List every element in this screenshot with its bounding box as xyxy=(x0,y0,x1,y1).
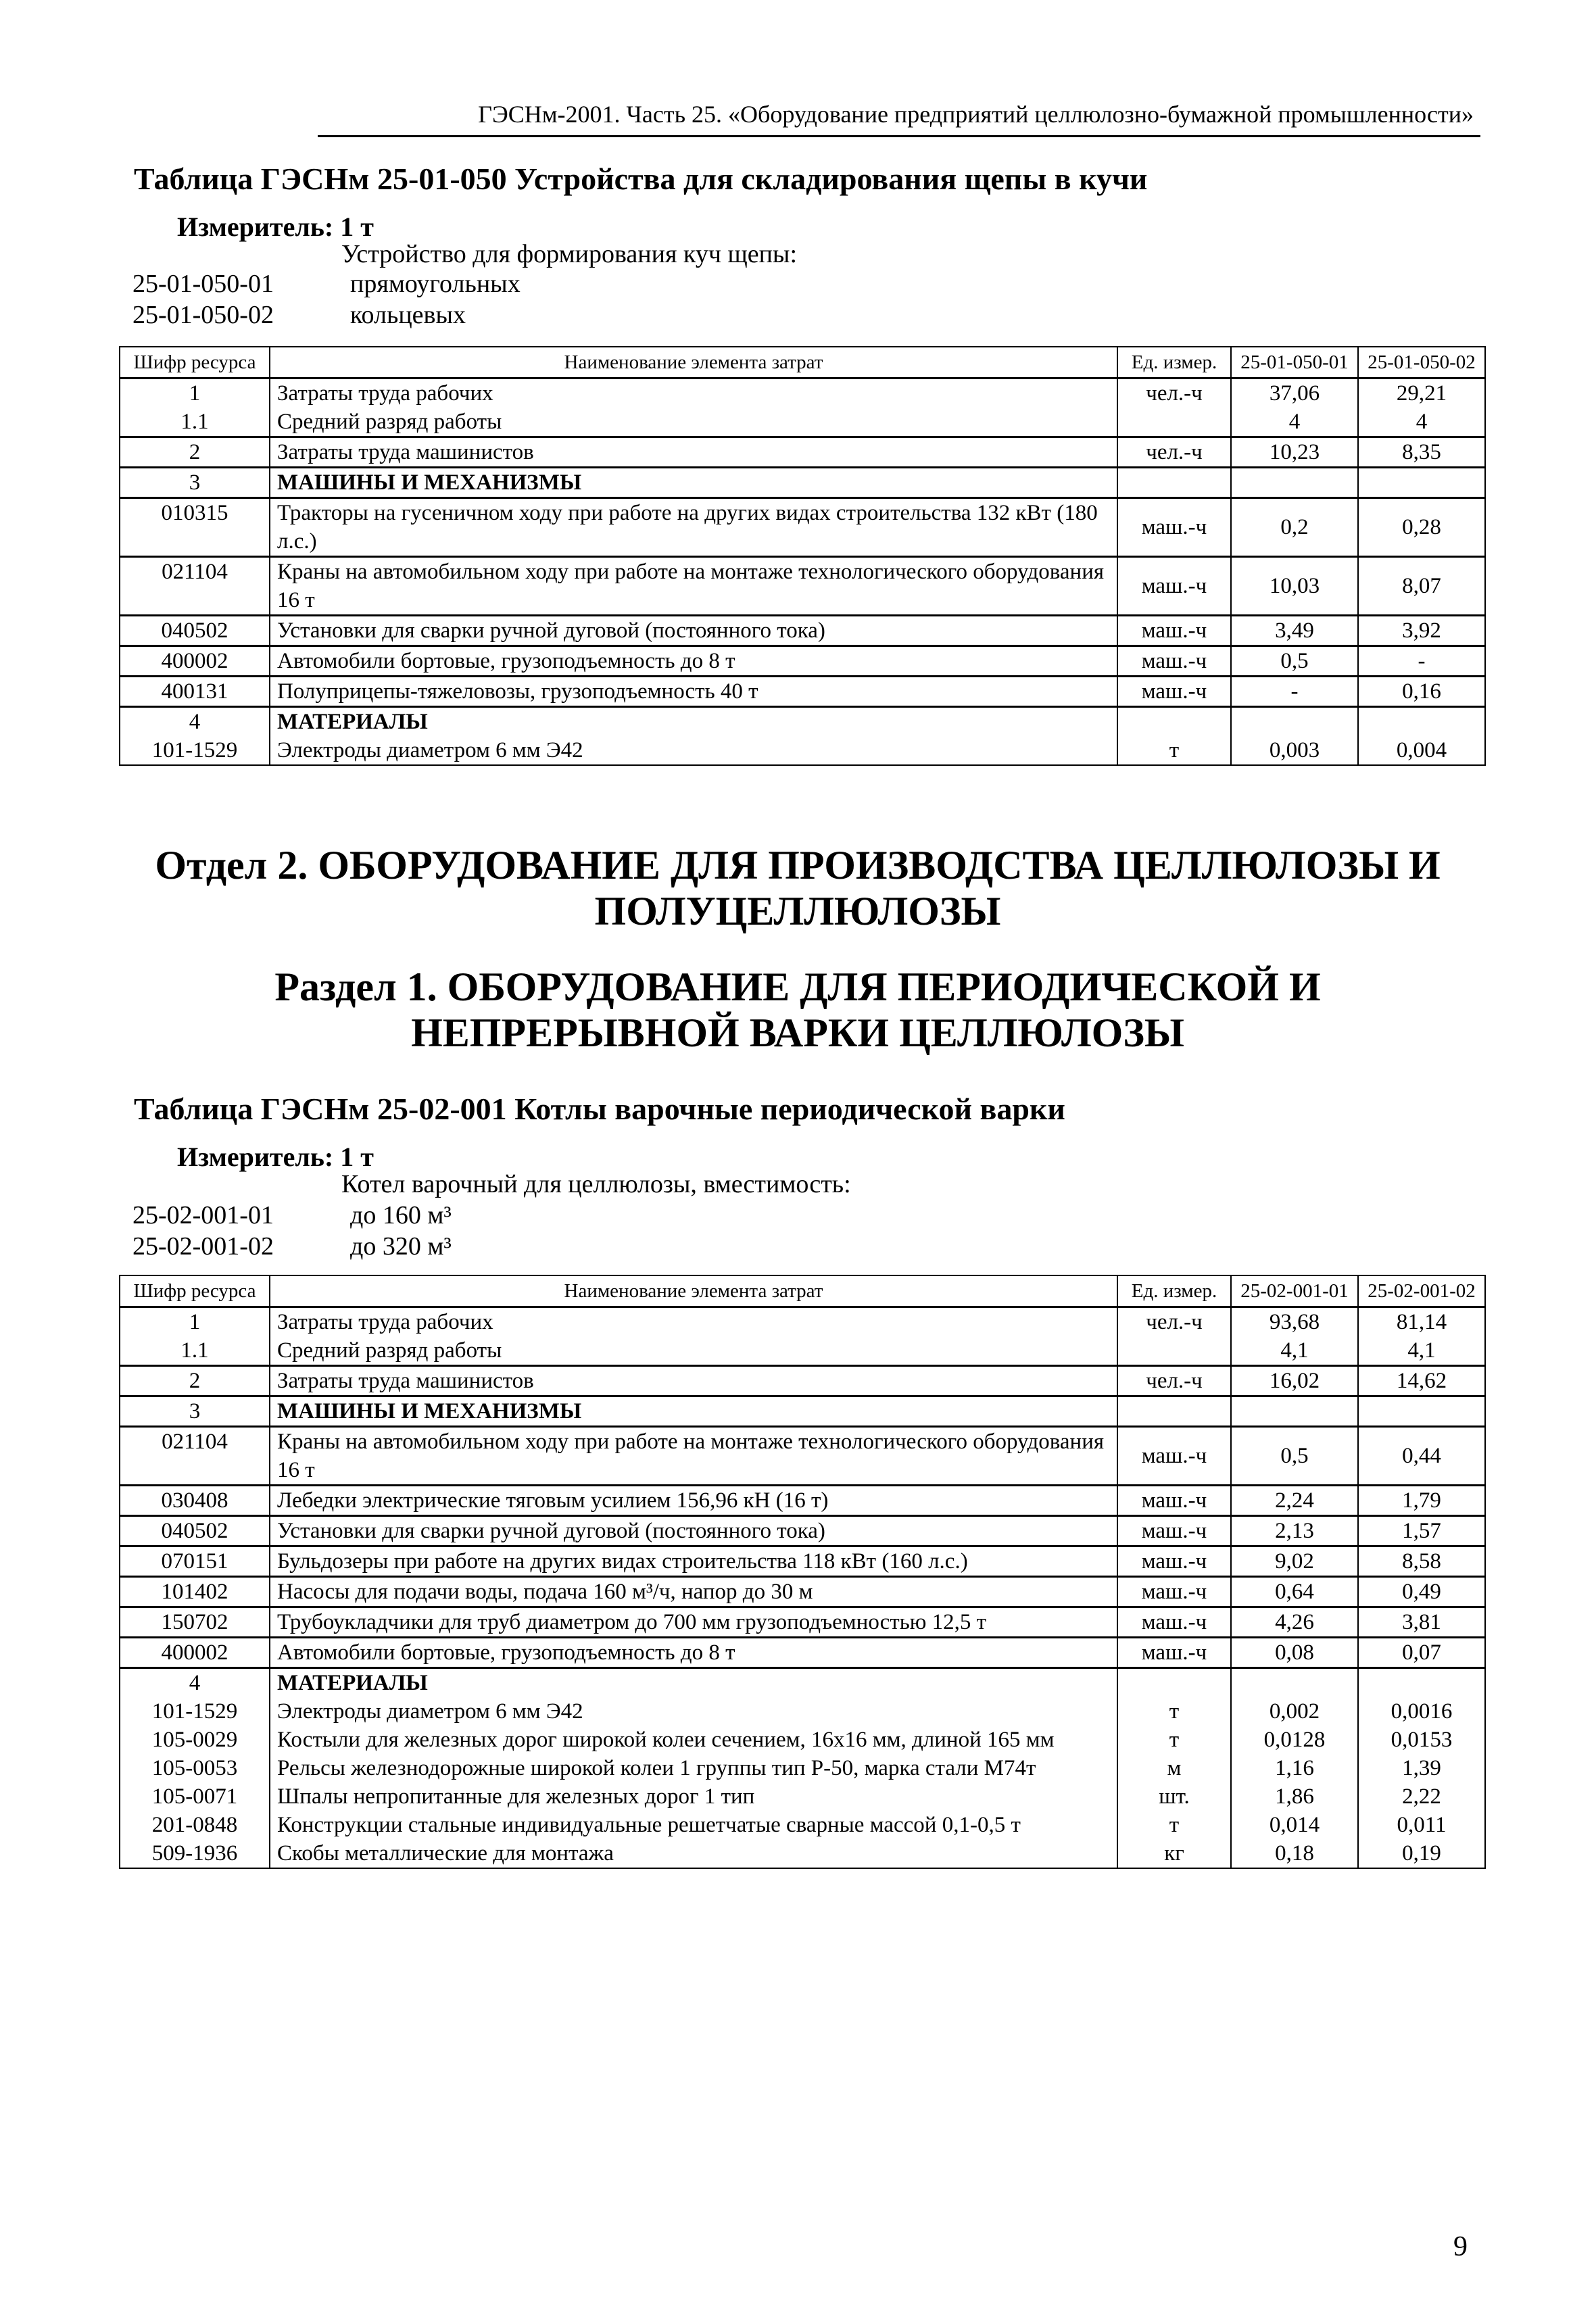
cell-value-2: 1,39 xyxy=(1358,1754,1485,1782)
cell-name: Затраты труда машинистов xyxy=(270,437,1117,468)
table-row xyxy=(120,557,1485,616)
table2-header-row xyxy=(120,1275,1485,1307)
cell-value-1: 37,06 xyxy=(1231,379,1358,408)
table1-code-desc: прямоугольных xyxy=(350,270,521,298)
table2-code: 25-02-001-02 xyxy=(132,1232,274,1261)
table1-header-row xyxy=(120,347,1485,379)
cell-value-1 xyxy=(1231,707,1358,737)
cell-name: Электроды диаметром 6 мм Э42 xyxy=(270,736,1117,765)
cell-value-2: 0,011 xyxy=(1358,1811,1485,1839)
table-row xyxy=(120,1336,1485,1366)
cell-unit: маш.-ч xyxy=(1117,557,1231,616)
cell-unit: маш.-ч xyxy=(1117,498,1231,557)
header-rule xyxy=(318,135,1480,137)
cell-name: Рельсы железнодорожные широкой колеи 1 группы тип Р-50, марка стали М74т xyxy=(270,1754,1117,1782)
cell-value-1: 4,1 xyxy=(1231,1336,1358,1366)
cell-value-1: - xyxy=(1231,677,1358,707)
cell-value-2: 0,49 xyxy=(1358,1577,1485,1607)
cell-value-2: 81,14 xyxy=(1358,1307,1485,1337)
cell-value-2: 0,0153 xyxy=(1358,1726,1485,1754)
cell-unit: маш.-ч xyxy=(1117,1607,1231,1638)
cell-name: Краны на автомобильном ходу при работе на монтаже технологического оборудования 16 т xyxy=(270,1427,1117,1486)
cell-value-2: 0,44 xyxy=(1358,1427,1485,1486)
header-name: Наименование элемента затрат xyxy=(270,1275,1117,1307)
cell-unit xyxy=(1117,1336,1231,1366)
cell-unit: маш.-ч xyxy=(1117,616,1231,646)
cell-value-1: 0,2 xyxy=(1231,498,1358,557)
cell-unit: м xyxy=(1117,1754,1231,1782)
cell-code: 010315 xyxy=(120,498,270,557)
table-row xyxy=(120,646,1485,677)
cell-unit: чел.-ч xyxy=(1117,379,1231,408)
cell-unit: маш.-ч xyxy=(1117,1486,1231,1516)
cell-code: 021104 xyxy=(120,1427,270,1486)
cell-value-1 xyxy=(1231,1396,1358,1427)
cell-unit: маш.-ч xyxy=(1117,677,1231,707)
cell-unit: чел.-ч xyxy=(1117,1366,1231,1396)
cell-unit: маш.-ч xyxy=(1117,1427,1231,1486)
cell-value-1: 0,08 xyxy=(1231,1638,1358,1668)
header-unit: Ед. измер. xyxy=(1117,347,1231,379)
cell-unit: чел.-ч xyxy=(1117,1307,1231,1337)
cell-code: 3 xyxy=(120,1396,270,1427)
header-col1: 25-01-050-01 xyxy=(1231,347,1358,379)
cell-name: Шпалы непропитанные для железных дорог 1 тип xyxy=(270,1782,1117,1811)
cell-value-1 xyxy=(1231,1668,1358,1698)
header-code: Шифр ресурса xyxy=(120,1275,270,1307)
cell-code: 400002 xyxy=(120,646,270,677)
cell-name: МАШИНЫ И МЕХАНИЗМЫ xyxy=(270,468,1117,498)
cell-unit: т xyxy=(1117,1811,1231,1839)
header-code: Шифр ресурса xyxy=(120,347,270,379)
table-row xyxy=(120,1782,1485,1811)
table-row xyxy=(120,1577,1485,1607)
table-row xyxy=(120,1366,1485,1396)
cell-value-1: 0,64 xyxy=(1231,1577,1358,1607)
table1-title: Таблица ГЭСНм 25-01-050 Устройства для складирования щепы в кучи xyxy=(134,162,1148,196)
otdel-heading: Отдел 2. ОБОРУДОВАНИЕ ДЛЯ ПРОИЗВОДСТВА ЦЕЛЛЮЛОЗЫ И ПОЛУЦЕЛЛЮЛОЗЫ xyxy=(155,843,1441,933)
cell-code: 2 xyxy=(120,1366,270,1396)
cell-name: Краны на автомобильном ходу при работе на монтаже технологического оборудования 16 т xyxy=(270,557,1117,616)
cell-unit: кг xyxy=(1117,1839,1231,1868)
table-row xyxy=(120,1697,1485,1726)
cell-name: Затраты труда рабочих xyxy=(270,379,1117,408)
cell-unit xyxy=(1117,408,1231,437)
cell-unit: маш.-ч xyxy=(1117,1516,1231,1546)
cell-value-1: 16,02 xyxy=(1231,1366,1358,1396)
cell-value-1: 0,002 xyxy=(1231,1697,1358,1726)
cell-value-1: 0,5 xyxy=(1231,646,1358,677)
cell-name: МАТЕРИАЛЫ xyxy=(270,1668,1117,1698)
cell-value-1: 9,02 xyxy=(1231,1546,1358,1577)
cell-unit: маш.-ч xyxy=(1117,1577,1231,1607)
table1-intro: Устройство для формирования куч щепы: xyxy=(341,240,798,268)
cell-value-1: 93,68 xyxy=(1231,1307,1358,1337)
cell-name: Средний разряд работы xyxy=(270,1336,1117,1366)
cell-value-2: 8,35 xyxy=(1358,437,1485,468)
header-col1: 25-02-001-01 xyxy=(1231,1275,1358,1307)
cell-name: Тракторы на гусеничном ходу при работе на других видах строительства 132 кВт (180 л.с.) xyxy=(270,498,1117,557)
header-name: Наименование элемента затрат xyxy=(270,347,1117,379)
cell-name: МАТЕРИАЛЫ xyxy=(270,707,1117,737)
cell-value-2: 29,21 xyxy=(1358,379,1485,408)
cell-name: Автомобили бортовые, грузоподъемность до 8 т xyxy=(270,646,1117,677)
cell-code: 509-1936 xyxy=(120,1839,270,1868)
table-row xyxy=(120,408,1485,437)
cell-value-2: 14,62 xyxy=(1358,1366,1485,1396)
cell-value-2: - xyxy=(1358,646,1485,677)
table-row xyxy=(120,1754,1485,1782)
cell-name: Электроды диаметром 6 мм Э42 xyxy=(270,1697,1117,1726)
cell-value-1: 2,13 xyxy=(1231,1516,1358,1546)
cell-code: 105-0029 xyxy=(120,1726,270,1754)
table-row xyxy=(120,1427,1485,1486)
cell-value-2 xyxy=(1358,468,1485,498)
table-row xyxy=(120,1839,1485,1868)
cell-value-1 xyxy=(1231,468,1358,498)
table1-meter: Измеритель: 1 т xyxy=(177,212,374,242)
cell-value-2: 4 xyxy=(1358,408,1485,437)
cell-value-2: 8,58 xyxy=(1358,1546,1485,1577)
cell-value-2: 3,92 xyxy=(1358,616,1485,646)
table-row xyxy=(120,379,1485,408)
cell-value-1: 10,03 xyxy=(1231,557,1358,616)
cell-code: 4 xyxy=(120,707,270,737)
cell-value-2 xyxy=(1358,707,1485,737)
cell-value-1: 3,49 xyxy=(1231,616,1358,646)
cell-name: Установки для сварки ручной дуговой (постоянного тока) xyxy=(270,1516,1117,1546)
cell-name: Полуприцепы-тяжеловозы, грузоподъемность 40 т xyxy=(270,677,1117,707)
cell-unit xyxy=(1117,468,1231,498)
cell-name: Лебедки электрические тяговым усилием 156,96 кН (16 т) xyxy=(270,1486,1117,1516)
cell-code: 2 xyxy=(120,437,270,468)
cell-code: 101402 xyxy=(120,1577,270,1607)
table2-intro: Котел варочный для целлюлозы, вместимость: xyxy=(341,1170,851,1198)
cell-value-2: 0,004 xyxy=(1358,736,1485,765)
cell-code: 150702 xyxy=(120,1607,270,1638)
cell-value-1: 0,5 xyxy=(1231,1427,1358,1486)
cell-name: Автомобили бортовые, грузоподъемность до 8 т xyxy=(270,1638,1117,1668)
cell-value-2: 1,79 xyxy=(1358,1486,1485,1516)
cell-value-2: 0,28 xyxy=(1358,498,1485,557)
cell-unit: т xyxy=(1117,1726,1231,1754)
cell-value-1: 0,003 xyxy=(1231,736,1358,765)
cell-code: 1 xyxy=(120,1307,270,1337)
cell-unit: маш.-ч xyxy=(1117,646,1231,677)
cell-value-1: 0,014 xyxy=(1231,1811,1358,1839)
cell-code: 040502 xyxy=(120,1516,270,1546)
table-row xyxy=(120,736,1485,765)
cell-name: Конструкции стальные индивидуальные решетчатые сварные массой 0,1-0,5 т xyxy=(270,1811,1117,1839)
cell-name: Бульдозеры при работе на других видах строительства 118 кВт (160 л.с.) xyxy=(270,1546,1117,1577)
cell-name: Костыли для железных дорог широкой колеи сечением, 16х16 мм, длиной 165 мм xyxy=(270,1726,1117,1754)
table-row xyxy=(120,498,1485,557)
cell-value-2: 0,19 xyxy=(1358,1839,1485,1868)
table1 xyxy=(119,346,1486,766)
cell-code: 1.1 xyxy=(120,1336,270,1366)
table1-code-desc: кольцевых xyxy=(350,301,466,329)
cell-unit: маш.-ч xyxy=(1117,1638,1231,1668)
cell-value-1: 4 xyxy=(1231,408,1358,437)
table2-code-desc: до 320 м³ xyxy=(350,1232,452,1261)
cell-value-1: 0,0128 xyxy=(1231,1726,1358,1754)
cell-value-2: 8,07 xyxy=(1358,557,1485,616)
table-row xyxy=(120,616,1485,646)
cell-value-2: 0,16 xyxy=(1358,677,1485,707)
cell-unit: т xyxy=(1117,1697,1231,1726)
cell-name: Затраты труда рабочих xyxy=(270,1307,1117,1337)
cell-code: 1 xyxy=(120,379,270,408)
cell-value-1: 0,18 xyxy=(1231,1839,1358,1868)
table-row xyxy=(120,1486,1485,1516)
header-unit: Ед. измер. xyxy=(1117,1275,1231,1307)
cell-name: Установки для сварки ручной дуговой (постоянного тока) xyxy=(270,616,1117,646)
cell-code: 400131 xyxy=(120,677,270,707)
table1-code: 25-01-050-02 xyxy=(132,301,274,329)
table-row xyxy=(120,1516,1485,1546)
cell-code: 101-1529 xyxy=(120,1697,270,1726)
table2 xyxy=(119,1275,1486,1869)
cell-value-2: 1,57 xyxy=(1358,1516,1485,1546)
cell-unit xyxy=(1117,707,1231,737)
cell-value-2: 3,81 xyxy=(1358,1607,1485,1638)
running-header: ГЭСНм-2001. Часть 25. «Оборудование предприятий целлюлозно-бумажной промышленности» xyxy=(478,101,1474,128)
cell-unit: маш.-ч xyxy=(1117,1546,1231,1577)
table-row xyxy=(120,1607,1485,1638)
cell-code: 101-1529 xyxy=(120,736,270,765)
cell-value-1: 2,24 xyxy=(1231,1486,1358,1516)
cell-value-2 xyxy=(1358,1396,1485,1427)
table2-code: 25-02-001-01 xyxy=(132,1201,274,1229)
cell-code: 1.1 xyxy=(120,408,270,437)
cell-code: 4 xyxy=(120,1668,270,1698)
table-row xyxy=(120,1668,1485,1698)
cell-value-1: 1,86 xyxy=(1231,1782,1358,1811)
cell-unit xyxy=(1117,1668,1231,1698)
cell-code: 105-0071 xyxy=(120,1782,270,1811)
table-row xyxy=(120,1546,1485,1577)
cell-value-1: 4,26 xyxy=(1231,1607,1358,1638)
table1-code: 25-01-050-01 xyxy=(132,270,274,298)
table-row xyxy=(120,1396,1485,1427)
cell-name: Средний разряд работы xyxy=(270,408,1117,437)
page-number: 9 xyxy=(1453,2231,1468,2262)
header-col2: 25-01-050-02 xyxy=(1358,347,1485,379)
cell-value-2: 4,1 xyxy=(1358,1336,1485,1366)
table-row xyxy=(120,1307,1485,1337)
cell-value-2: 2,22 xyxy=(1358,1782,1485,1811)
header-col2: 25-02-001-02 xyxy=(1358,1275,1485,1307)
cell-value-2: 0,07 xyxy=(1358,1638,1485,1668)
table-row xyxy=(120,437,1485,468)
table-row xyxy=(120,677,1485,707)
razdel-heading: Раздел 1. ОБОРУДОВАНИЕ ДЛЯ ПЕРИОДИЧЕСКОЙ И НЕПРЕРЫВНОЙ ВАРКИ ЦЕЛЛЮЛОЗЫ xyxy=(274,965,1321,1055)
table-row xyxy=(120,1638,1485,1668)
cell-name: Трубоукладчики для труб диаметром до 700 мм грузоподъемностью 12,5 т xyxy=(270,1607,1117,1638)
cell-code: 040502 xyxy=(120,616,270,646)
cell-name: Насосы для подачи воды, подача 160 м³/ч, напор до 30 м xyxy=(270,1577,1117,1607)
cell-code: 030408 xyxy=(120,1486,270,1516)
cell-unit: чел.-ч xyxy=(1117,437,1231,468)
table-row xyxy=(120,1811,1485,1839)
cell-unit: т xyxy=(1117,736,1231,765)
table2-meter: Измеритель: 1 т xyxy=(177,1142,374,1172)
cell-value-2 xyxy=(1358,1668,1485,1698)
table2-title: Таблица ГЭСНм 25-02-001 Котлы варочные периодической варки xyxy=(134,1092,1065,1126)
table-row xyxy=(120,468,1485,498)
cell-code: 070151 xyxy=(120,1546,270,1577)
cell-code: 3 xyxy=(120,468,270,498)
cell-name: Затраты труда машинистов xyxy=(270,1366,1117,1396)
table-row xyxy=(120,707,1485,737)
cell-value-1: 1,16 xyxy=(1231,1754,1358,1782)
cell-value-2: 0,0016 xyxy=(1358,1697,1485,1726)
cell-name: Скобы металлические для монтажа xyxy=(270,1839,1117,1868)
cell-code: 105-0053 xyxy=(120,1754,270,1782)
cell-name: МАШИНЫ И МЕХАНИЗМЫ xyxy=(270,1396,1117,1427)
cell-code: 021104 xyxy=(120,557,270,616)
table-row xyxy=(120,1726,1485,1754)
cell-unit xyxy=(1117,1396,1231,1427)
cell-code: 201-0848 xyxy=(120,1811,270,1839)
cell-code: 400002 xyxy=(120,1638,270,1668)
table2-code-desc: до 160 м³ xyxy=(350,1201,452,1229)
cell-value-1: 10,23 xyxy=(1231,437,1358,468)
cell-unit: шт. xyxy=(1117,1782,1231,1811)
